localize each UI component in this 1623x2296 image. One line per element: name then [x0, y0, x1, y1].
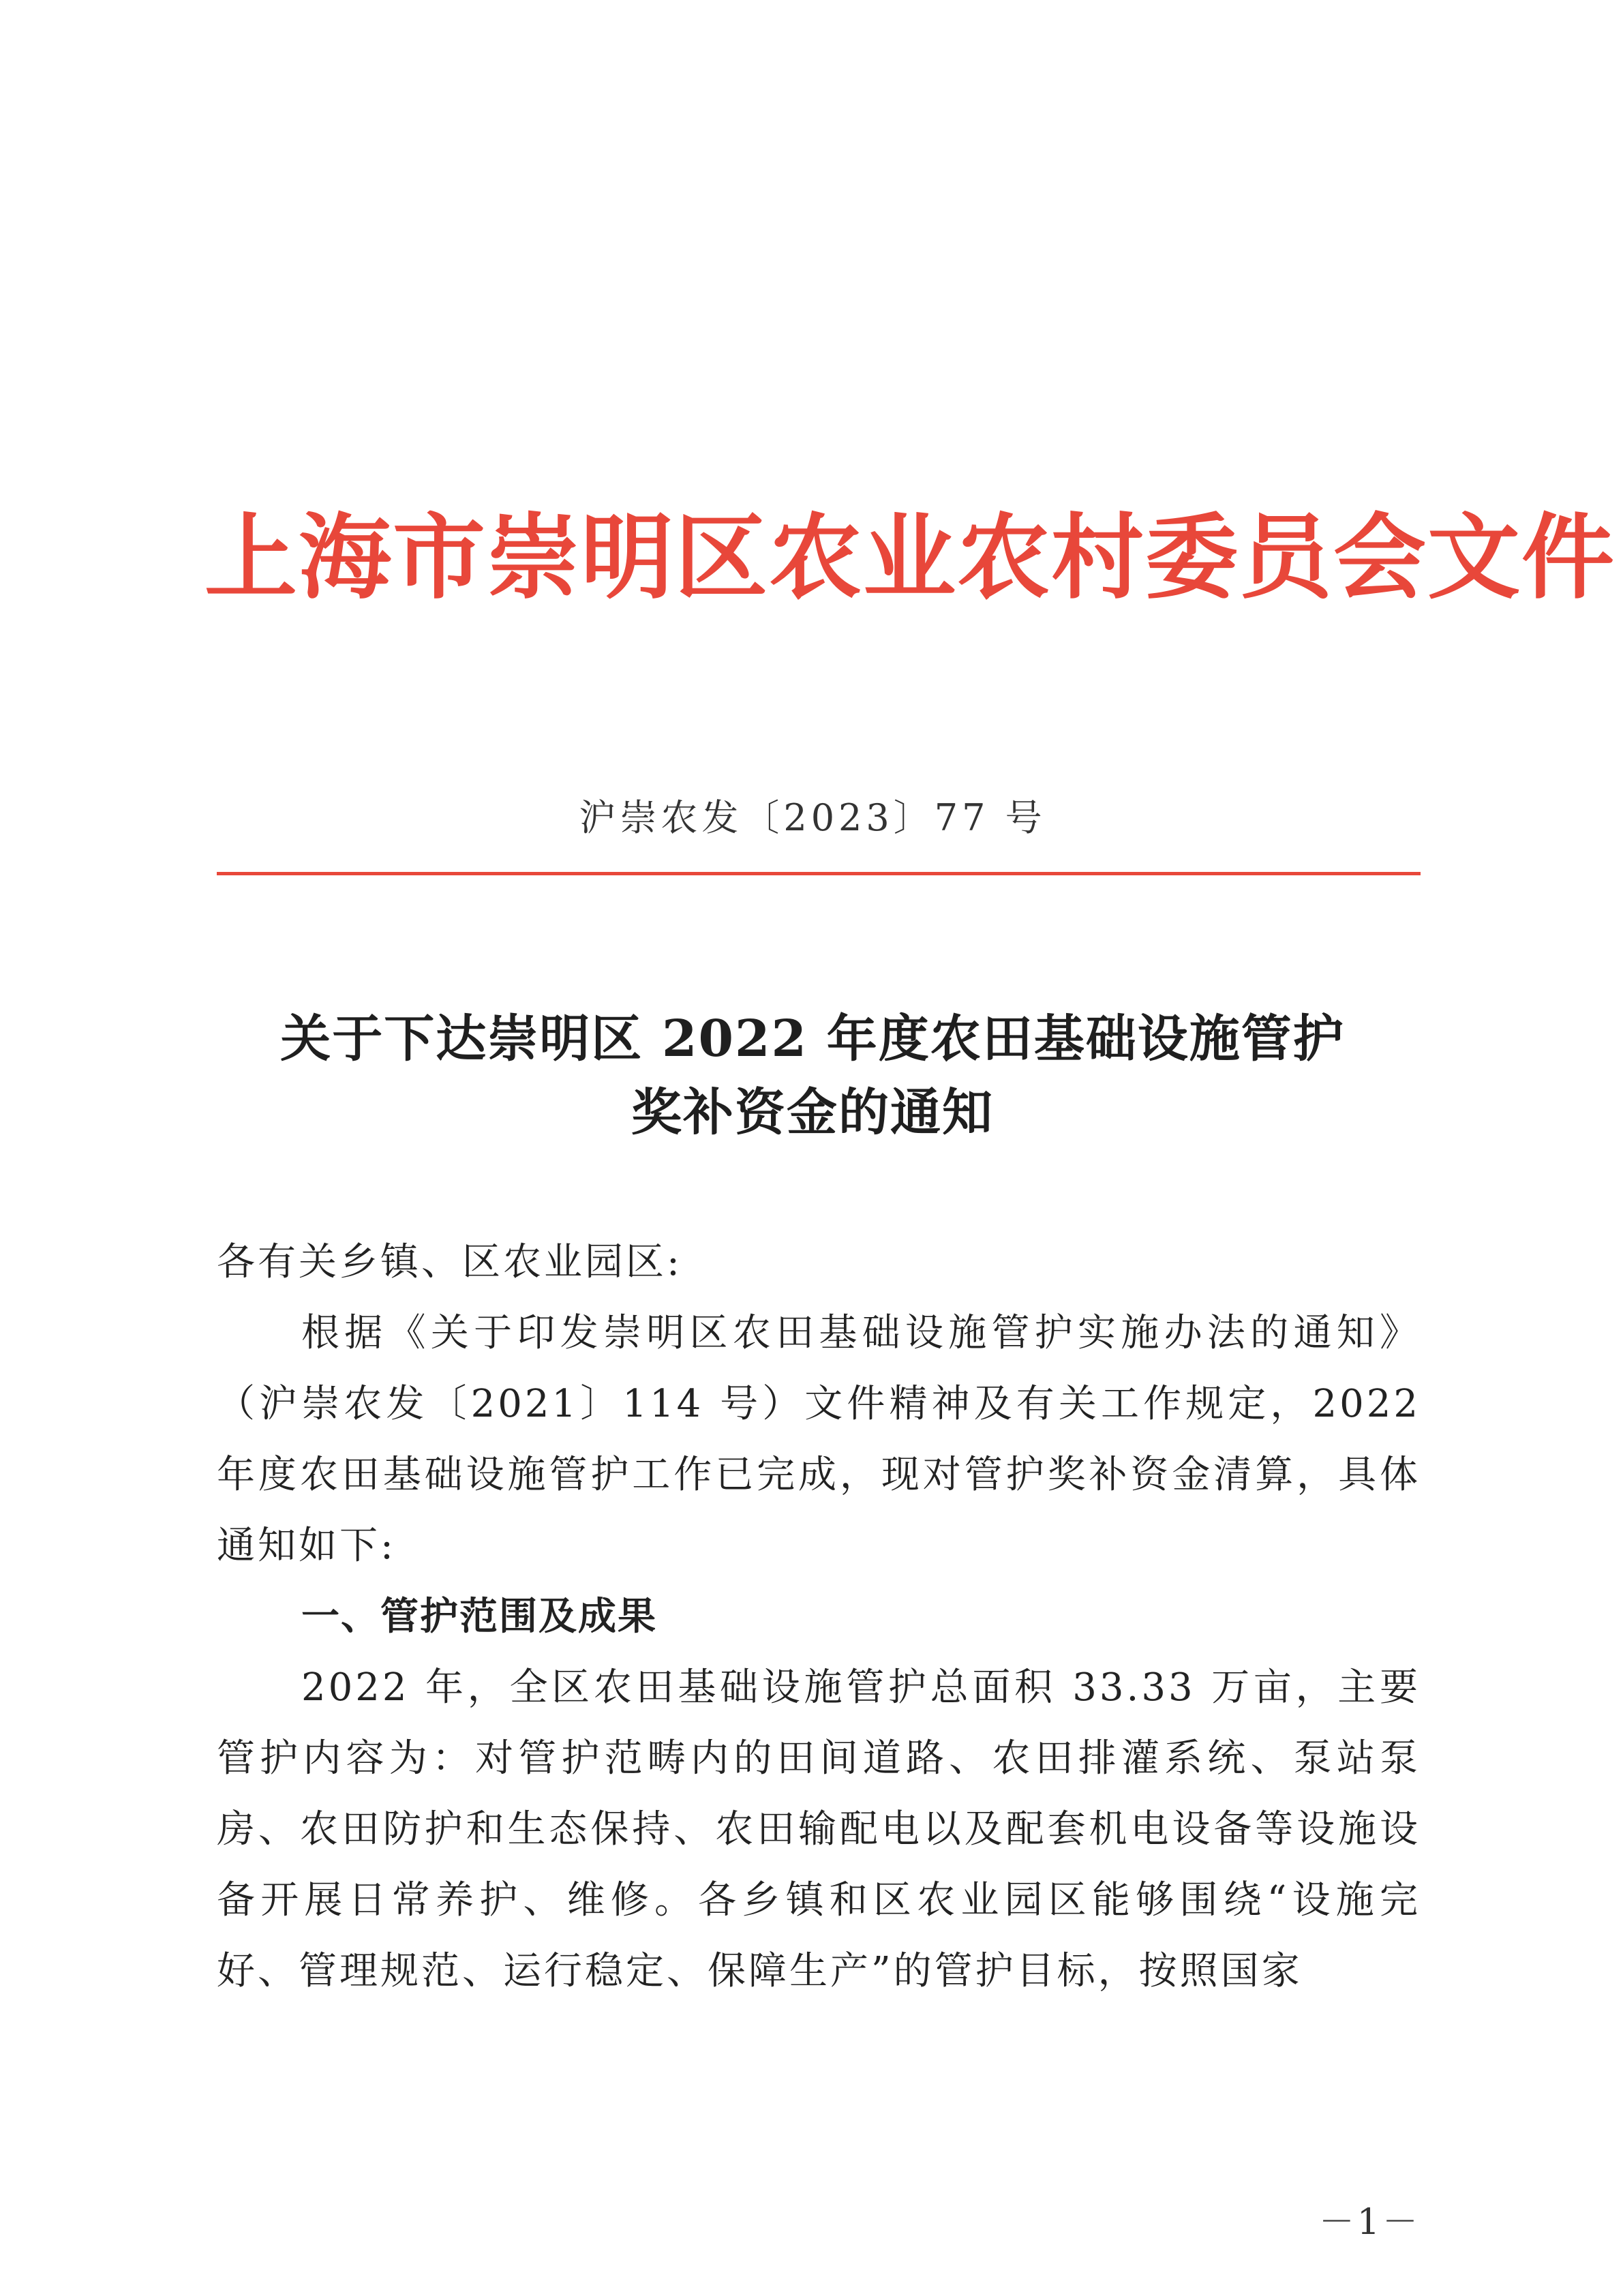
document-title: [204, 1002, 1421, 1149]
document-title-line-2: 奖补资金的通知: [631, 1083, 994, 1142]
salutation: 各有关乡镇、区农业园区:: [217, 1240, 682, 1284]
red-divider-line: [217, 872, 1421, 875]
page-number: －1－: [1318, 2202, 1421, 2243]
paragraph-scope: 2022 年，全区农田基础设施管护总面积 33.33 万亩，主要管护内容为：对管护范畴内的田间道路、农田排灌系统、泵站泵房、农田防护和生态保持、农田输配电以及配套机电设备等设施设备开展日常养护、维修。各乡镇和区农业园区能够围绕“设施完好、管理规范、运行稳定、保障生产”的管护目标，按照国家: [217, 1665, 1421, 1993]
document-title-line-1: 关于下达崇明区 2022 年度农田基础设施管护: [280, 1010, 1345, 1068]
paragraph-intro: 根据《关于印发崇明区农田基础设施管护实施办法的通知》（沪崇农发〔2021〕114 号）文件精神及有关工作规定，2022 年度农田基础设施管护工作已完成，现对管护奖补资金清算，具体通知如下:: [217, 1311, 1421, 1568]
section-heading-1: 一、管护范围及成果: [301, 1595, 657, 1639]
document-body: [217, 1227, 1421, 2007]
document-number: 沪崇农发〔2023〕77 号: [579, 796, 1046, 839]
masthead-title: 上海市崇明区农业农村委员会文件: [204, 503, 1616, 612]
